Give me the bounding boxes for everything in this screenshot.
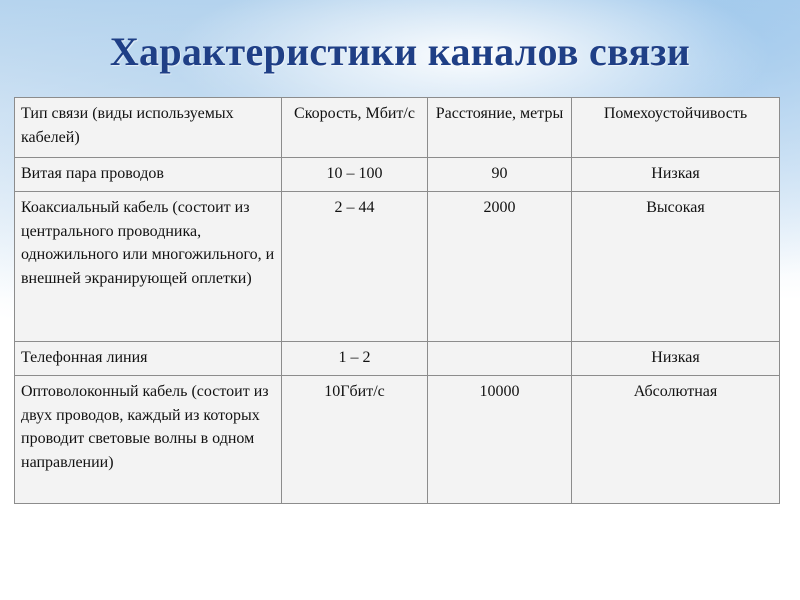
cell-noise-immunity: Низкая — [572, 158, 780, 192]
cell-speed: 10 – 100 — [282, 158, 428, 192]
cell-speed: 1 – 2 — [282, 342, 428, 376]
column-header-type: Тип связи (виды используемых кабелей) — [15, 98, 282, 158]
cell-distance — [428, 342, 572, 376]
table-row — [15, 158, 780, 192]
table-row — [15, 192, 780, 342]
column-header-noise-immunity: Помехоустойчивость — [572, 98, 780, 158]
cell-distance: 90 — [428, 158, 572, 192]
table-row — [15, 376, 780, 504]
column-header-distance: Расстояние, метры — [428, 98, 572, 158]
cell-speed: 2 – 44 — [282, 192, 428, 342]
table-header-row — [15, 98, 780, 158]
page-title: Характеристики каналов связи — [109, 29, 691, 74]
cell-type: Витая пара проводов — [15, 158, 282, 192]
cell-noise-immunity: Высокая — [572, 192, 780, 342]
column-header-speed: Скорость, Мбит/с — [282, 98, 428, 158]
cell-distance: 2000 — [428, 192, 572, 342]
cell-type: Коаксиальный кабель (состоит из центрального проводника, одножильного или многожильного, и внешней экранирующей оплетки) — [15, 192, 282, 342]
table-row — [15, 342, 780, 376]
channel-characteristics-table — [14, 97, 780, 504]
cell-noise-immunity: Абсолютная — [572, 376, 780, 504]
cell-type: Оптоволоконный кабель (состоит из двух проводов, каждый из которых проводит световые волны в одном направлении) — [15, 376, 282, 504]
cell-type: Телефонная линия — [15, 342, 282, 376]
cell-distance: 10000 — [428, 376, 572, 504]
cell-speed: 10Гбит/с — [282, 376, 428, 504]
cell-noise-immunity: Низкая — [572, 342, 780, 376]
